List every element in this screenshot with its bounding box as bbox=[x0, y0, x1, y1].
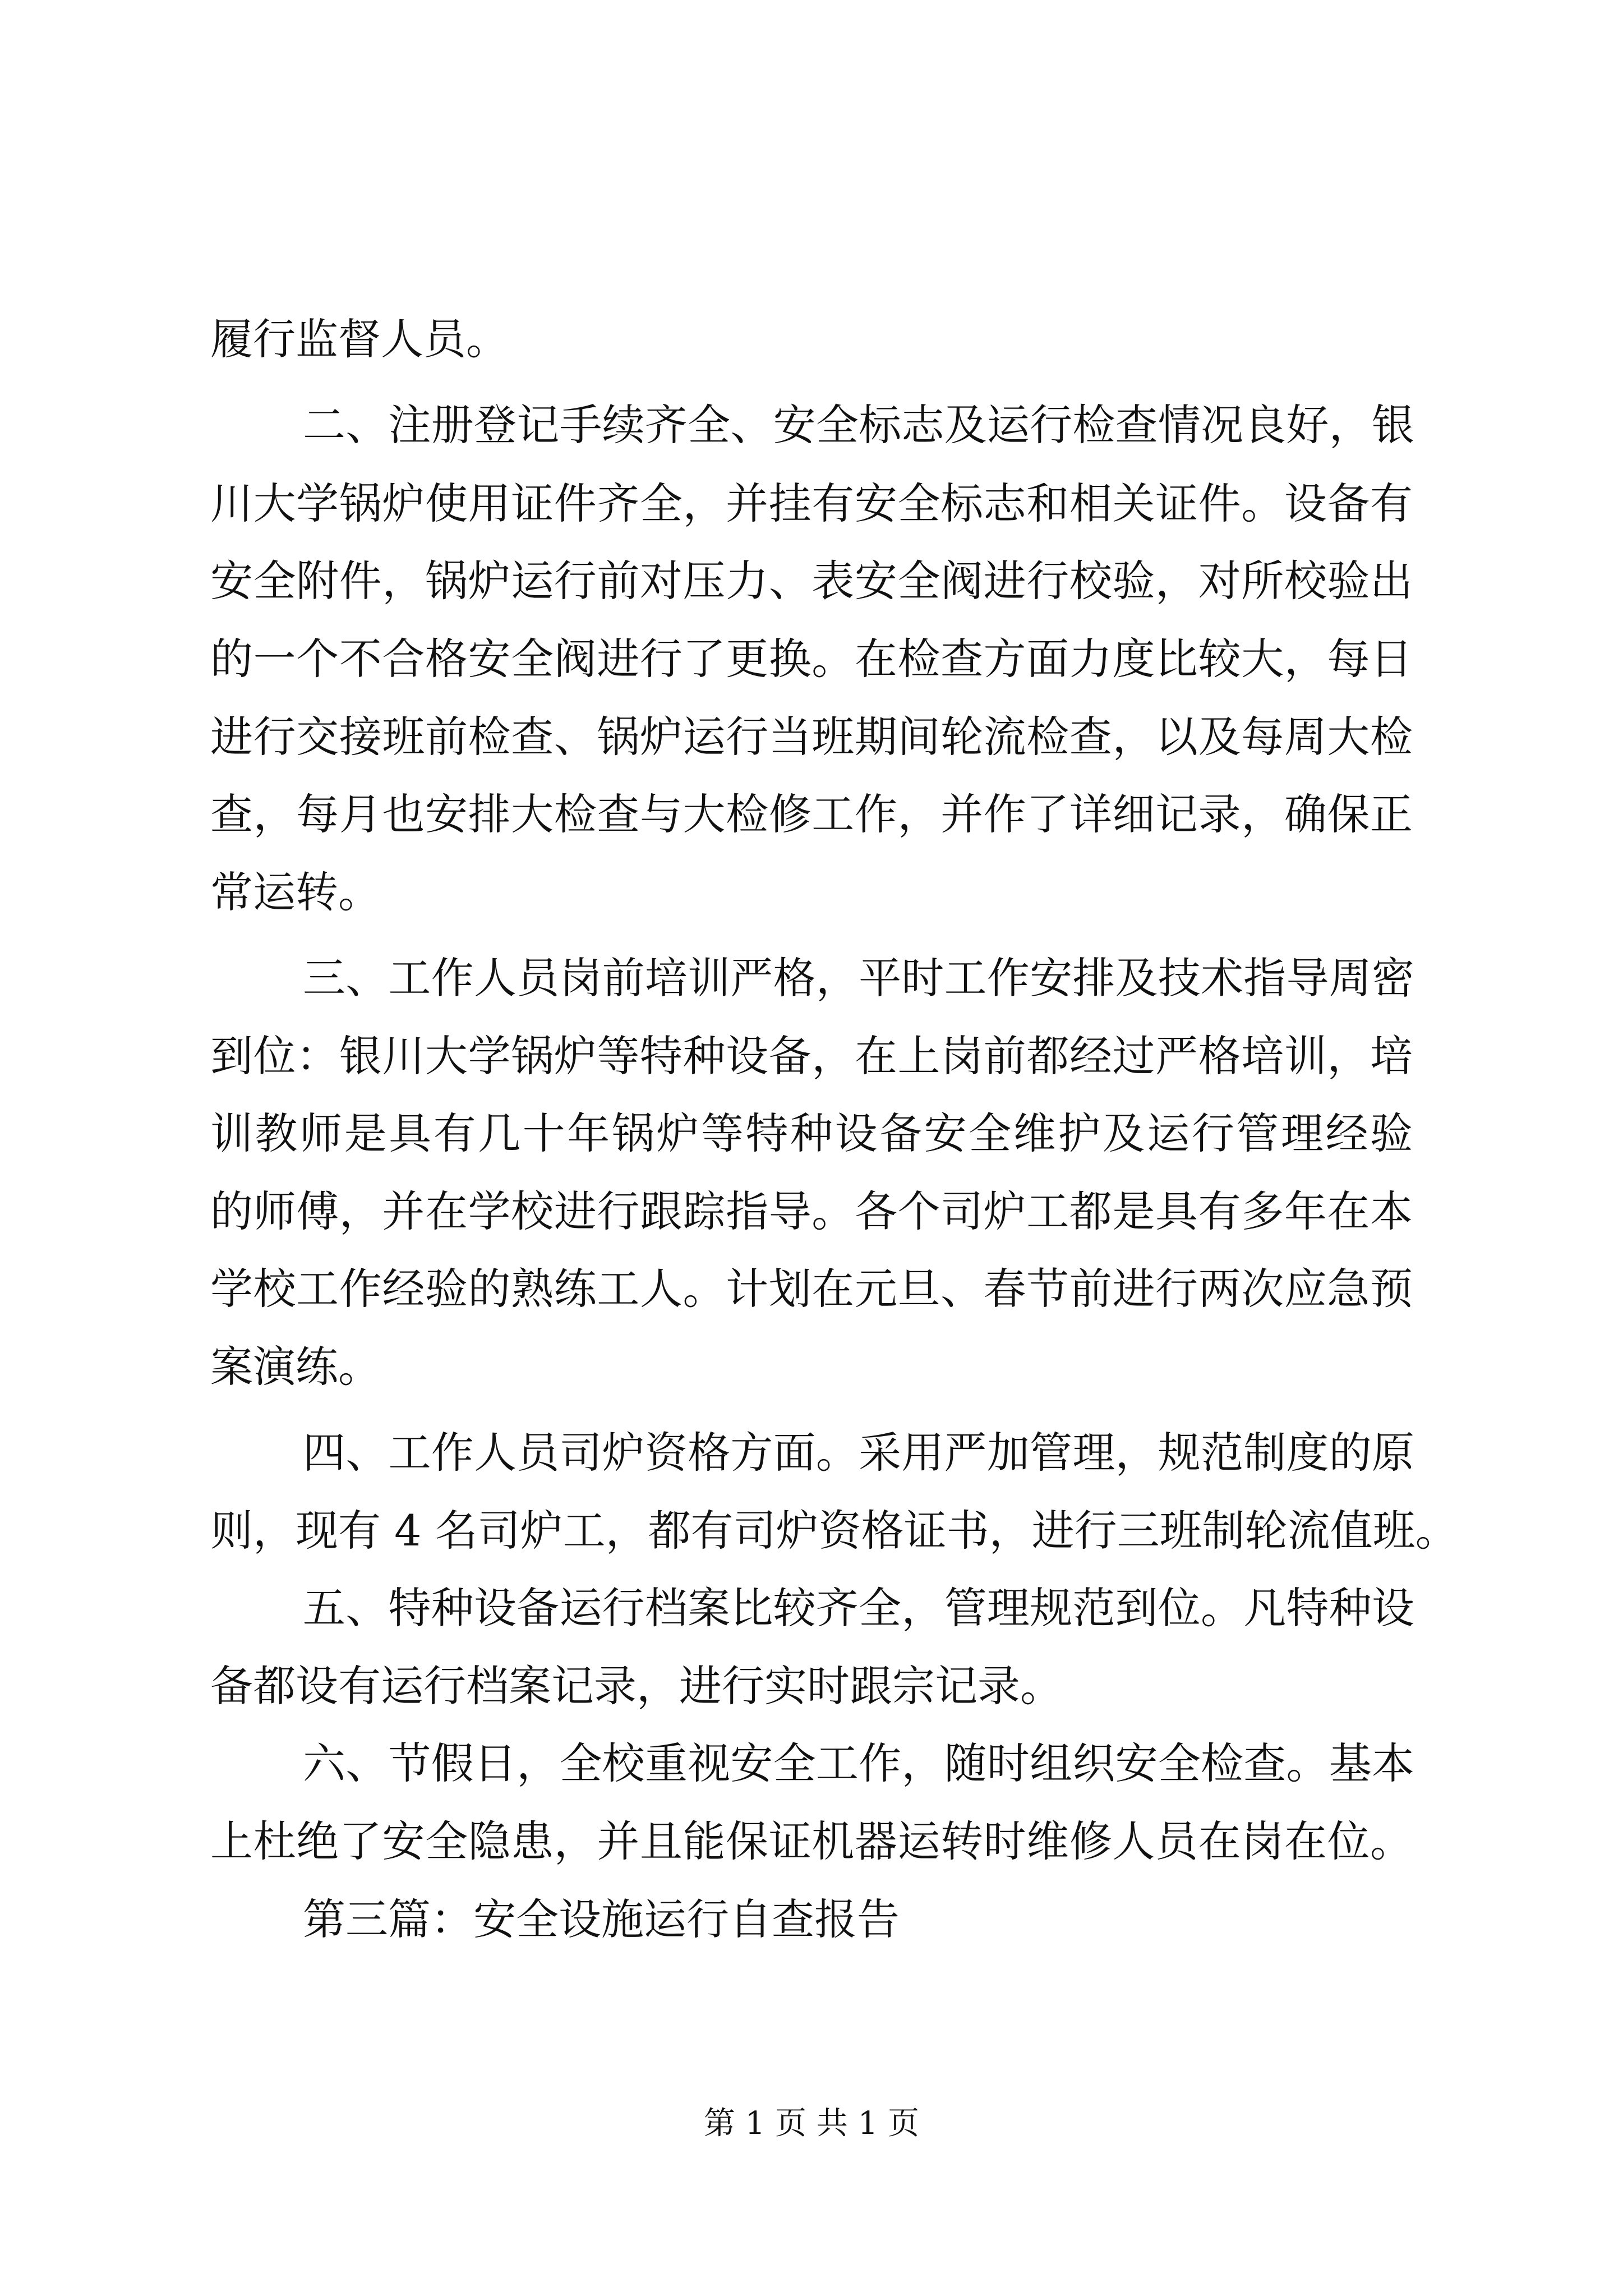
paragraph-line: 查，每月也安排大检查与大检修工作，并作了详细记录，确保正 bbox=[210, 789, 1413, 839]
paragraph-line: 案演练。 bbox=[210, 1342, 381, 1392]
paragraph-line: 到位：银川大学锅炉等特种设备，在上岗前都经过严格培训，培 bbox=[210, 1031, 1413, 1081]
page-footer: 第 1 页 共 1 页 bbox=[703, 2105, 920, 2142]
paragraph-line: 学校工作经验的熟练工人。计划在元旦、春节前进行两次应急预 bbox=[210, 1264, 1413, 1314]
paragraph-line: 上杜绝了安全隐患，并且能保证机器运转时维修人员在岗在位。 bbox=[210, 1816, 1413, 1866]
section-heading: 第三篇：安全设施运行自查报告 bbox=[303, 1894, 900, 1944]
paragraph-line: 川大学锅炉使用证件齐全，并挂有安全标志和相关证件。设备有 bbox=[210, 478, 1413, 528]
paragraph-line: 则，现有 4 名司炉工，都有司炉资格证书，进行三班制轮流值班。 bbox=[210, 1506, 1458, 1556]
paragraph-line: 四、工作人员司炉资格方面。采用严加管理，规范制度的原 bbox=[303, 1428, 1414, 1478]
paragraph-line: 五、特种设备运行档案比较齐全，管理规范到位。凡特种设 bbox=[303, 1583, 1414, 1633]
paragraph-line: 的一个不合格安全阀进行了更换。在检查方面力度比较大，每日 bbox=[210, 634, 1413, 684]
paragraph-line: 安全附件，锅炉运行前对压力、表安全阀进行校验，对所校验出 bbox=[210, 556, 1413, 606]
paragraph-line: 进行交接班前检查、锅炉运行当班期间轮流检查，以及每周大检 bbox=[210, 712, 1413, 762]
paragraph-line: 二、注册登记手续齐全、安全标志及运行检查情况良好，银 bbox=[303, 400, 1414, 450]
paragraph-line: 训教师是具有几十年锅炉等特种设备安全维护及运行管理经验 bbox=[210, 1108, 1413, 1158]
text-line: 履行监督人员。 bbox=[210, 314, 509, 364]
paragraph-line: 六、节假日，全校重视安全工作，随时组织安全检查。基本 bbox=[303, 1738, 1414, 1788]
paragraph-line: 备都设有运行档案记录，进行实时跟宗记录。 bbox=[210, 1661, 1063, 1711]
paragraph-line: 常运转。 bbox=[210, 867, 381, 917]
paragraph-line: 三、工作人员岗前培训严格，平时工作安排及技术指导周密 bbox=[303, 953, 1414, 1003]
paragraph-line: 的师傅，并在学校进行跟踪指导。各个司炉工都是具有多年在本 bbox=[210, 1186, 1413, 1236]
